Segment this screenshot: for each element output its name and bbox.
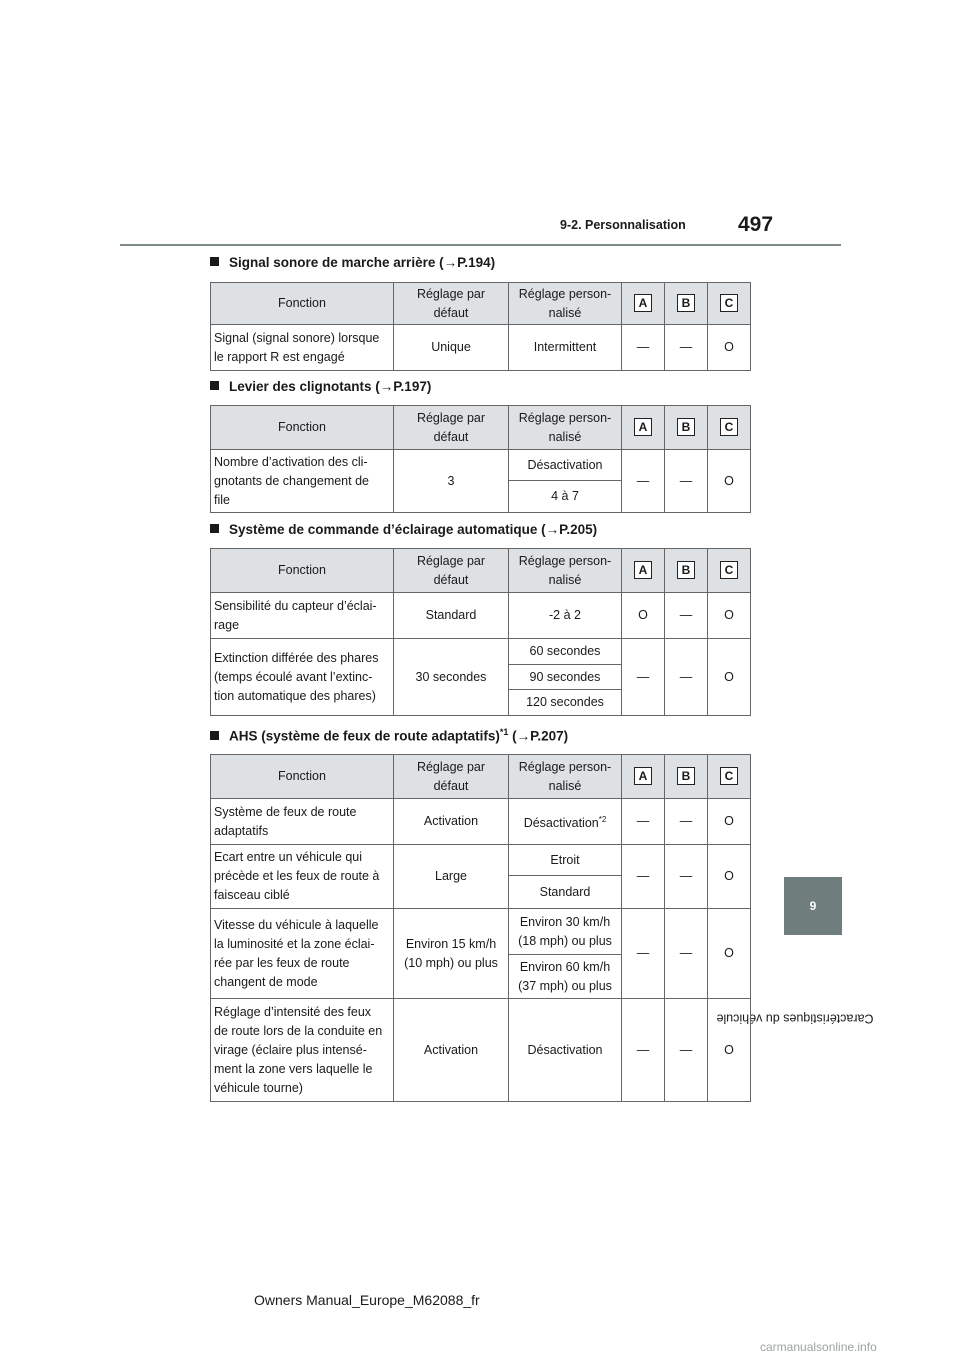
col-header-c [708, 549, 751, 593]
b-icon: B [677, 561, 695, 579]
cell-c: O [708, 909, 751, 999]
cell-function: Extinction différée des phares (temps écoulé avant l’extinc- tion automatique des phares) [211, 639, 394, 716]
cell-default: Unique [394, 325, 509, 371]
bullet-square-icon [210, 524, 219, 533]
chapter-tab [784, 877, 842, 935]
cell-custom: 120 secondes [509, 690, 622, 716]
cell-a: O [622, 593, 665, 639]
table-row [211, 593, 751, 639]
footer-manual-id: Owners Manual_Europe_M62088_fr [254, 1292, 480, 1308]
chapter-tab-label [716, 940, 874, 1125]
page-ref-link[interactable]: P.194) [457, 255, 496, 270]
col-header-function: Fonction [211, 406, 394, 450]
table-row [211, 325, 751, 371]
page-number: 497 [738, 213, 774, 236]
col-header-default: Réglage par défaut [394, 549, 509, 593]
cell-a: — [622, 325, 665, 371]
col-header-b [665, 549, 708, 593]
cell-b: — [665, 999, 708, 1102]
col-header-function: Fonction [211, 283, 394, 325]
cell-default: 3 [394, 450, 509, 513]
col-header-c [708, 406, 751, 450]
table-reverse-buzzer [210, 282, 751, 371]
cell-custom: Désactivation [509, 999, 622, 1102]
cell-c: O [708, 325, 751, 371]
bullet-square-icon [210, 731, 219, 740]
cell-c: O [708, 999, 751, 1102]
col-header-a [622, 283, 665, 325]
c-icon: C [720, 418, 738, 436]
cell-custom: Intermittent [509, 325, 622, 371]
a-icon: A [634, 418, 652, 436]
cell-b: — [665, 639, 708, 716]
cell-custom: Environ 30 km/h (18 mph) ou plus [509, 909, 622, 955]
table-header-row [211, 283, 751, 325]
cell-a: — [622, 909, 665, 999]
cell-function: Signal (signal sonore) lorsque le rapport R est engagé [211, 325, 394, 371]
cell-custom: 90 secondes [509, 665, 622, 690]
page-ref-link[interactable]: P.197) [393, 379, 432, 394]
table-row [211, 639, 751, 665]
a-icon: A [634, 767, 652, 785]
cell-b: — [665, 909, 708, 999]
cell-custom: -2 à 2 [509, 593, 622, 639]
col-header-default: Réglage par défaut [394, 406, 509, 450]
cell-a: — [622, 799, 665, 845]
footnote-ref: *1 [499, 727, 509, 737]
table-row [211, 999, 751, 1102]
cell-custom: 60 secondes [509, 639, 622, 665]
cell-default: Activation [394, 799, 509, 845]
table-row [211, 909, 751, 955]
table-row [211, 845, 751, 876]
cell-custom: 4 à 7 [509, 481, 622, 513]
section-title-tail: ( [508, 728, 517, 744]
section-title-auto-light [210, 522, 597, 537]
cell-default: Large [394, 845, 509, 909]
cell-b: — [665, 593, 708, 639]
chapter-title: Caractéristiques du véhicule [716, 1011, 874, 1026]
table-header-row [211, 549, 751, 593]
arrow-right-icon: → [516, 728, 531, 744]
col-header-b [665, 755, 708, 799]
section-title-text: AHS (système de feux de route adaptatifs) [229, 728, 500, 744]
cell-a: — [622, 639, 665, 716]
footnote-ref: *2 [598, 814, 607, 824]
section-title-text: Signal sonore de marche arrière ( [229, 255, 444, 270]
section-title-reverse-buzzer [210, 255, 495, 270]
col-header-b [665, 406, 708, 450]
cell-default: Activation [394, 999, 509, 1102]
cell-c: O [708, 593, 751, 639]
col-header-custom: Réglage person- nalisé [509, 549, 622, 593]
section-title-ahs [210, 727, 568, 744]
table-turn-signal [210, 405, 751, 513]
table-auto-light [210, 548, 751, 716]
chapter-number: 9 [809, 899, 817, 913]
cell-function: Réglage d’intensité des feux de route lors de la conduite en virage (éclaire plus intensé- ment la zone vers laquelle le véhicule tourne) [211, 999, 394, 1102]
table-header-row [211, 755, 751, 799]
cell-function: Sensibilité du capteur d’éclai- rage [211, 593, 394, 639]
header-section-title: 9-2. Personnalisation [560, 218, 686, 232]
col-header-a [622, 406, 665, 450]
col-header-custom: Réglage person- nalisé [509, 406, 622, 450]
cell-custom: Standard [509, 876, 622, 909]
cell-b: — [665, 450, 708, 513]
col-header-b [665, 283, 708, 325]
a-icon: A [634, 561, 652, 579]
cell-a: — [622, 845, 665, 909]
cell-function: Système de feux de route adaptatifs [211, 799, 394, 845]
arrow-right-icon: → [379, 379, 394, 394]
cell-default: Standard [394, 593, 509, 639]
col-header-c [708, 755, 751, 799]
section-title-text: Levier des clignotants ( [229, 379, 380, 394]
bullet-square-icon [210, 381, 219, 390]
col-header-default: Réglage par défaut [394, 755, 509, 799]
col-header-a [622, 755, 665, 799]
table-row [211, 799, 751, 845]
col-header-function: Fonction [211, 755, 394, 799]
cell-custom: Désactivation [509, 450, 622, 481]
a-icon: A [634, 294, 652, 312]
cell-function: Ecart entre un véhicule qui précède et les feux de route à faisceau ciblé [211, 845, 394, 909]
col-header-function: Fonction [211, 549, 394, 593]
cell-c: O [708, 639, 751, 716]
cell-c: O [708, 450, 751, 513]
col-header-a [622, 549, 665, 593]
section-title-turn-signal [210, 379, 431, 394]
col-header-custom: Réglage person- nalisé [509, 755, 622, 799]
cell-c: O [708, 799, 751, 845]
page-ref-link[interactable]: P.205) [559, 522, 598, 537]
page-ref-link[interactable]: P.207) [530, 728, 569, 744]
c-icon: C [720, 294, 738, 312]
col-header-custom: Réglage person- nalisé [509, 283, 622, 325]
c-icon: C [720, 561, 738, 579]
arrow-right-icon: → [443, 255, 458, 270]
cell-custom: Etroit [509, 845, 622, 876]
table-ahs [210, 754, 751, 1102]
cell-b: — [665, 845, 708, 909]
cell-function: Nombre d’activation des cli- gnotants de changement de file [211, 450, 394, 513]
b-icon: B [677, 767, 695, 785]
table-row [211, 450, 751, 481]
cell-function: Vitesse du véhicule à laquelle la luminosité et la zone éclai- rée par les feux de route changent de mode [211, 909, 394, 999]
section-title-text: Système de commande d’éclairage automatique ( [229, 522, 546, 537]
bullet-square-icon [210, 257, 219, 266]
cell-a: — [622, 999, 665, 1102]
col-header-c [708, 283, 751, 325]
b-icon: B [677, 418, 695, 436]
cell-b: — [665, 799, 708, 845]
table-header-row [211, 406, 751, 450]
watermark-text: carmanualsonline.info [760, 1340, 877, 1354]
header-rule [120, 244, 841, 246]
cell-custom: Environ 60 km/h (37 mph) ou plus [509, 955, 622, 999]
cell-b: — [665, 325, 708, 371]
cell-default: 30 secondes [394, 639, 509, 716]
c-icon: C [720, 767, 738, 785]
arrow-right-icon: → [545, 522, 560, 537]
b-icon: B [677, 294, 695, 312]
cell-custom: Désactivation$^{*2}$ [509, 799, 622, 845]
cell-default: Environ 15 km/h (10 mph) ou plus [394, 909, 509, 999]
cell-a: — [622, 450, 665, 513]
cell-c: O [708, 845, 751, 909]
col-header-default: Réglage par défaut [394, 283, 509, 325]
